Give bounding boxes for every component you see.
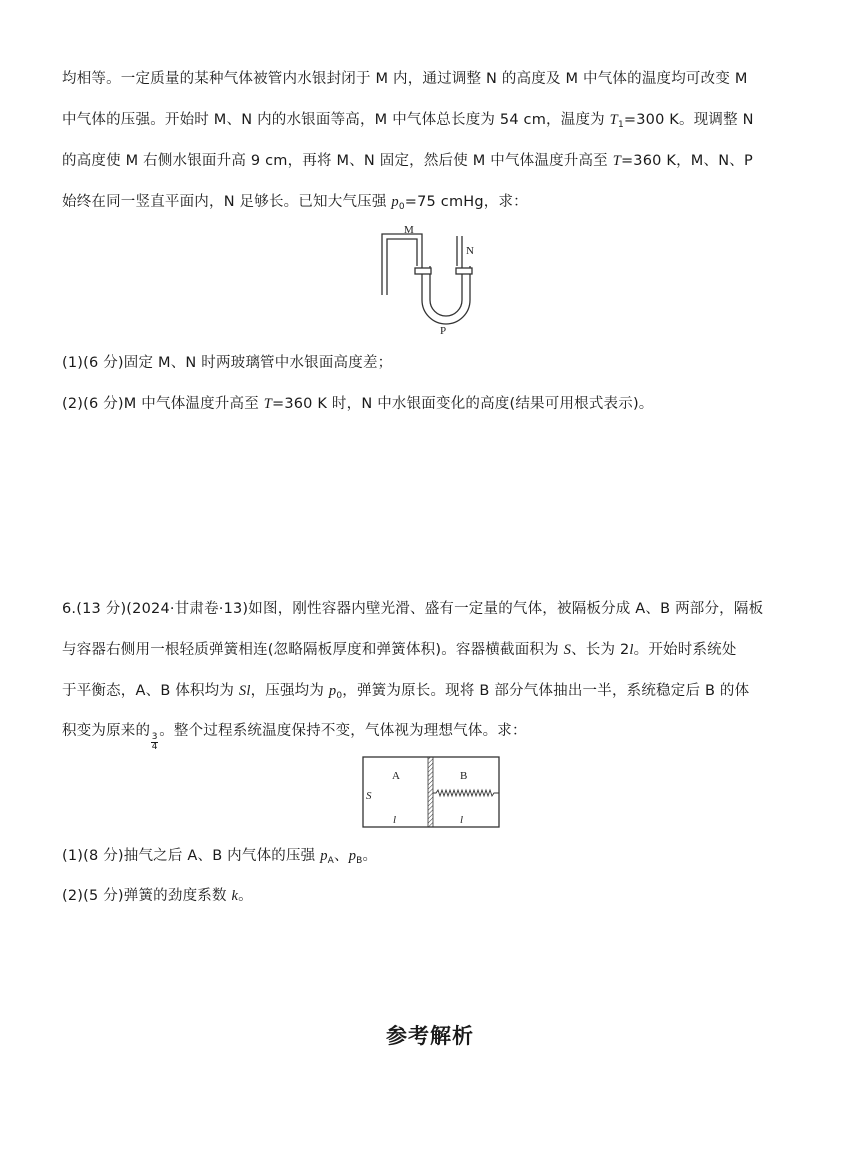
p6-line-2: 与容器右侧用一根轻质弹簧相连(忽略隔板厚度和弹簧体积)。容器横截面积为 S、长为 2l。开始时系统处 [62, 642, 737, 658]
label-m: M [404, 224, 414, 236]
p5-line-1: 均相等。一定质量的某种气体被管内水银封闭于 M 内，通过调整 N 的高度及 M 中气体的温度均可改变 M [62, 71, 748, 87]
label-b: B [460, 770, 468, 782]
section-title: 参考解析 [386, 1024, 474, 1048]
label-a: A [392, 770, 400, 782]
p5-line-4: 始终在同一竖直平面内，N 足够长。已知大气压强 $p_0=75$ cmHg，求： [62, 194, 528, 212]
p6-line-4: 积变为原来的 $\frac{3}{4}$ 。整个过程系统温度保持不变，气体视为理想气体。求： [62, 723, 527, 752]
p5-question-1: (1)(6 分)固定 M、N 时两玻璃管中水银面高度差； [62, 355, 393, 371]
container-diagram [360, 755, 502, 831]
p5-line-2: 中气体的压强。开始时 M、N 内的水银面等高，M 中气体总长度为 54 cm，温度为 $T_1=300$ K。现调整 N [62, 112, 754, 130]
label-s: S [366, 790, 372, 802]
label-l-left: l [393, 814, 397, 826]
p5-question-2: (2)(6 分)M 中气体温度升高至 T=360 K 时，N 中水银面变化的高度(结果可用根式表示)。 [62, 396, 654, 412]
label-l-right: l [460, 814, 464, 826]
p5-line-3: 的高度使 M 右侧水银面升高 9 cm，再将 M、N 固定，然后使 M 中气体温度升高至 T=360 K，M、N、P [62, 153, 753, 169]
p6-question-1: (1)(8 分)抽气之后 A、B 内气体的压强 $p_A$、$p_B$。 [62, 848, 378, 866]
label-p: P [440, 325, 447, 337]
fraction-three-quarters: $\frac{3}{4}$ [151, 732, 158, 752]
p6-line-3: 于平衡态，A、B 体积均为 Sl，压强均为 $p_0$，弹簧为原长。现将 B 部分气体抽出一半，系统稳定后 B 的体 [62, 683, 750, 701]
p6-question-2: (2)(5 分)弹簧的劲度系数 k。 [62, 888, 253, 904]
p6-line-1: 6.(13 分)(2024·甘肃卷·13)如图，刚性容器内壁光滑、盛有一定量的气体，被隔板分成 A、B 两部分，隔板 [62, 601, 764, 617]
u-tube-diagram [370, 222, 490, 338]
label-n: N [466, 245, 474, 257]
